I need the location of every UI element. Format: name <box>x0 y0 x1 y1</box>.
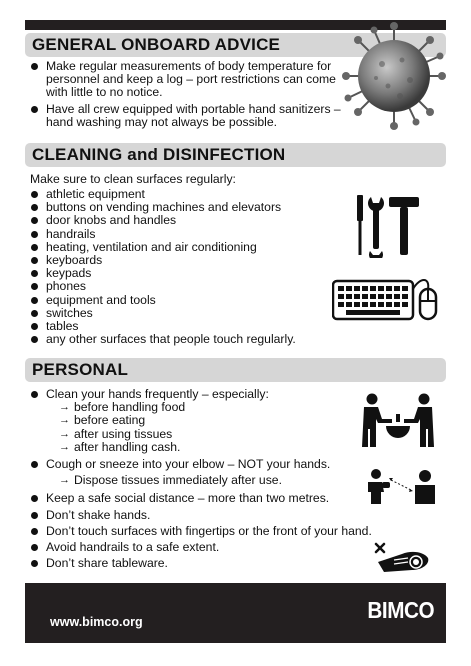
list-item: Make regular measurements of body temperature for personnel and keep a log – port restrictions can come with little to no notice. <box>30 60 345 100</box>
list-item: buttons on vending machines and elevators <box>30 201 340 214</box>
list-item: door knobs and handles <box>30 214 340 227</box>
list-item: keypads <box>30 267 340 280</box>
social-distance-icon <box>365 468 435 504</box>
cleaning-intro: Make sure to clean surfaces regularly: <box>30 172 236 186</box>
list-item: athletic equipment <box>30 188 340 201</box>
no-handshake-icon <box>372 540 434 576</box>
tools-icon <box>353 193 423 258</box>
cleaning-list <box>30 188 340 346</box>
sub-item: → after handling cash. <box>59 441 420 454</box>
bimco-logo: BIMCO <box>367 597 434 623</box>
keyboard-mouse-icon <box>332 275 440 325</box>
section-title-personal: PERSONAL <box>25 358 446 382</box>
sub-item: → after using tissues <box>59 428 420 441</box>
handwashing-icon <box>360 392 436 452</box>
list-item-text: Cough or sneeze into your elbow – NOT your hands. <box>46 457 331 472</box>
list-item: handrails <box>30 228 340 241</box>
virus-icon <box>340 20 448 132</box>
section-title-cleaning: CLEANING and DISINFECTION <box>25 143 446 167</box>
list-item: heating, ventilation and air conditioning <box>30 241 340 254</box>
list-item: any other surfaces that people touch regularly. <box>30 333 340 346</box>
section-title-general: GENERAL ONBOARD ADVICE <box>25 33 446 57</box>
list-item: equipment and tools <box>30 294 340 307</box>
list-item: Don’t touch surfaces with fingertips or the front of your hand. <box>30 525 420 538</box>
list-item: Avoid handrails to a safe extent. <box>30 541 420 554</box>
list-item: tables <box>30 320 340 333</box>
list-item: phones <box>30 280 340 293</box>
list-item-text: Clean your hands frequently – especially: <box>46 387 269 401</box>
list-item: Keep a safe social distance – more than two metres. <box>30 492 420 505</box>
footer-bar <box>25 583 446 643</box>
sub-item: → before eating <box>59 414 420 427</box>
list-item <box>30 458 420 487</box>
list-item: switches <box>30 307 340 320</box>
sub-item: → Dispose tissues immediately after use. <box>59 474 420 487</box>
list-item: Don’t share tableware. <box>30 557 420 570</box>
list-item: Don’t shake hands. <box>30 509 420 522</box>
list-item: keyboards <box>30 254 340 267</box>
website-link[interactable]: www.bimco.org <box>50 615 143 629</box>
sub-item: → before handling food <box>59 401 420 414</box>
list-item: Have all crew equipped with portable hand sanitizers – hand washing may not always be possible. <box>30 103 345 129</box>
general-list <box>30 60 345 129</box>
